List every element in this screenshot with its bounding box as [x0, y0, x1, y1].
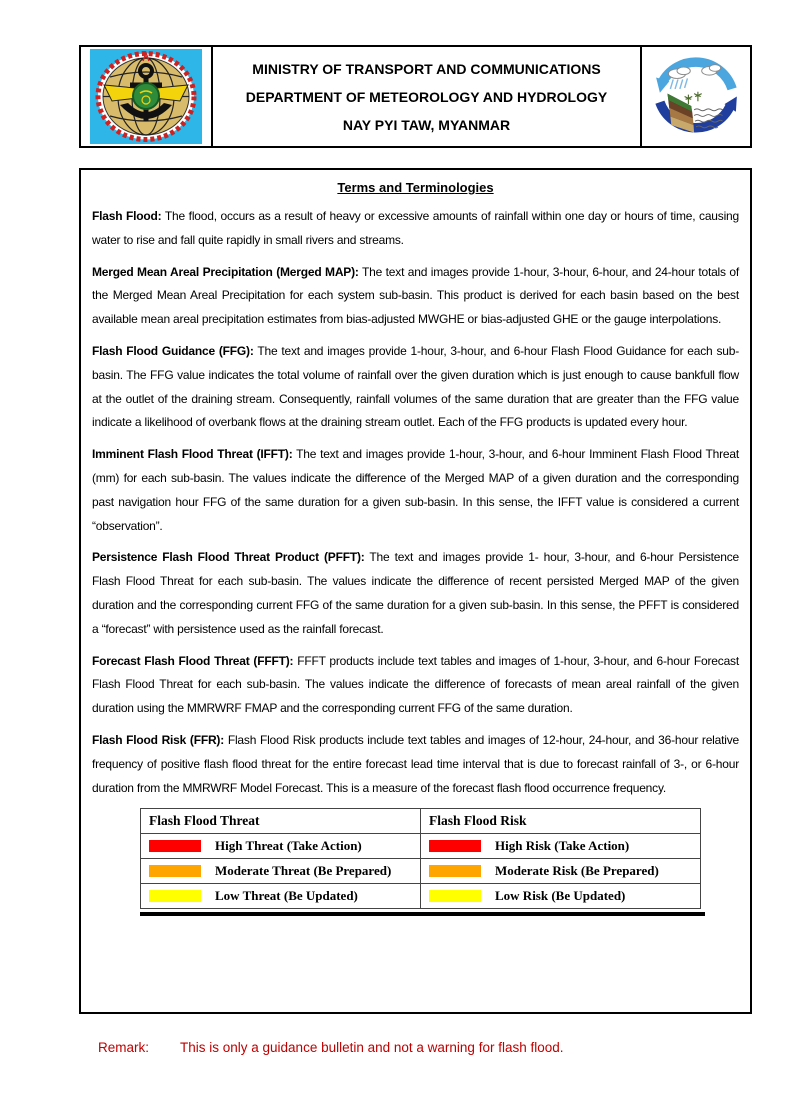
- high-risk-color-swatch: [429, 840, 481, 852]
- low-threat-color-swatch: [149, 890, 201, 902]
- legend-row-low: [141, 884, 701, 909]
- term-merged-map: Merged Mean Areal Precipitation (Merged MAP):: [92, 264, 359, 279]
- low-risk-label: Low Risk (Be Updated): [495, 888, 626, 904]
- terms-document-box: [79, 168, 752, 1014]
- definition-flash-flood: The flood, occurs as a result of heavy or excessive amounts of rainfall within one day or hours of time, causing water to rise and fall quite rapidly in small rivers and streams.: [92, 209, 739, 247]
- paragraph-ifft: [92, 443, 739, 538]
- remark-text: This is only a guidance bulletin and not a warning for flash flood.: [180, 1040, 564, 1055]
- high-risk-label: High Risk (Take Action): [495, 838, 630, 854]
- water-cycle-icon: [647, 49, 745, 144]
- moderate-risk-color-swatch: [429, 865, 481, 877]
- low-threat-label: Low Threat (Be Updated): [215, 888, 358, 904]
- table-bottom-rule: [140, 912, 705, 916]
- legend-header-row: [141, 809, 701, 834]
- page-title: Terms and Terminologies: [337, 180, 494, 195]
- letterhead-titles: [213, 47, 640, 146]
- moderate-threat-color-swatch: [149, 865, 201, 877]
- term-ffr: Flash Flood Risk (FFR):: [92, 732, 225, 747]
- definition-merged-map: The text and images provide 1-hour, 3-hour, 6-hour, and 24-hour totals of the Merged Mean Areal Precipitation for each system sub-basin. This product is derived for each basin based on the best available mean areal precipitation estimates from bias-adjusted MWGHE or bias-adjusted GHE or the gauge interpolations.: [92, 264, 739, 327]
- ministry-name: MINISTRY OF TRANSPORT AND COMMUNICATIONS: [252, 60, 601, 77]
- paragraph-ffft: [92, 650, 739, 721]
- paragraph-pfft: [92, 546, 739, 641]
- paragraph-flash-flood: [92, 205, 739, 253]
- high-threat-label: High Threat (Take Action): [215, 838, 362, 854]
- legend-row-high: [141, 834, 701, 859]
- term-ifft: Imminent Flash Flood Threat (IFFT):: [92, 447, 293, 462]
- definition-ffr: Flash Flood Risk products include text tables and images of 12-hour, 24-hour, and 36-hour relative frequency of positive flash flood threat for the entire forecast lead time interval that is due to forecast rainfall of 3-, or 6-hour duration from the MMRWRF Model Forecast. This is a measure of the forecast flash flood occurrence frequency.: [92, 732, 740, 795]
- legend-header-risk: Flash Flood Risk: [421, 809, 701, 834]
- term-ffg: Flash Flood Guidance (FFG):: [92, 343, 254, 358]
- definition-ifft: The text and images provide 1-hour, 3-hour, and 6-hour Imminent Flash Flood Threat (mm) for each sub-basin. The values indicate the difference of the Merged MAP of a given duration and the corresponding past navigation hour FFG of the same duration for a given sub-basin. In this sense, the IFFT value is considered a current “observation”.: [92, 447, 739, 533]
- moderate-threat-label: Moderate Threat (Be Prepared): [215, 863, 392, 879]
- legend-row-moderate: [141, 859, 701, 884]
- definition-pfft: The text and images provide 1- hour, 3-hour, and 6-hour Persistence Flash Flood Threat for each sub-basin. The values indicate the difference of recent persisted Merged MAP of the given duration and the corresponding current FFG of the same duration for a given sub-basin. In this sense, the PFFT is considered a “forecast” with persistence used as the rainfall forecast.: [92, 550, 740, 636]
- definition-ffg: The text and images provide 1-hour, 3-hour, and 6-hour Flash Flood Guidance for each sub-basin. The FFG value indicates the total volume of rainfall over the given duration which is just enough to cause bankfull flow at the outlet of the draining stream. Consequently, rainfall volumes of the same duration that are greater than the FFG value indicate a likelihood of overbank flows at the draining stream outlet. Each of the FFG products is updated every hour.: [92, 343, 739, 430]
- legend-table: [140, 808, 701, 909]
- paragraph-ffg: [92, 340, 739, 435]
- legend-header-threat: Flash Flood Threat: [141, 809, 421, 834]
- letterhead: [79, 45, 752, 148]
- department-name: DEPARTMENT OF METEOROLOGY AND HYDROLOGY: [245, 88, 608, 105]
- term-flash-flood: Flash Flood:: [92, 209, 162, 223]
- remark-line: [98, 1040, 563, 1055]
- paragraph-ffr: [92, 729, 739, 800]
- low-risk-color-swatch: [429, 890, 481, 902]
- term-pfft: Persistence Flash Flood Threat Product (PFFT):: [92, 550, 365, 565]
- high-threat-color-swatch: [149, 840, 201, 852]
- ministry-seal-icon: [90, 49, 202, 144]
- hydrology-logo-cell: [640, 47, 750, 146]
- term-ffft: Forecast Flash Flood Threat (FFFT):: [92, 653, 294, 668]
- paragraph-merged-map: [92, 261, 739, 332]
- ministry-logo-cell: [81, 47, 213, 146]
- definition-ffft: FFFT products include text tables and images of 1-hour, 3-hour, and 6-hour Forecast Flash Flood Threat for each sub-basin. The values indicate the difference of forecasts of mean areal rainfall of the given duration using the MMRWRF FMAP and the corresponding current FFG of the same duration.: [92, 653, 739, 716]
- location-name: NAY PYI TAW, MYANMAR: [342, 116, 511, 133]
- moderate-risk-label: Moderate Risk (Be Prepared): [495, 863, 659, 879]
- remark-label: Remark:: [98, 1040, 150, 1055]
